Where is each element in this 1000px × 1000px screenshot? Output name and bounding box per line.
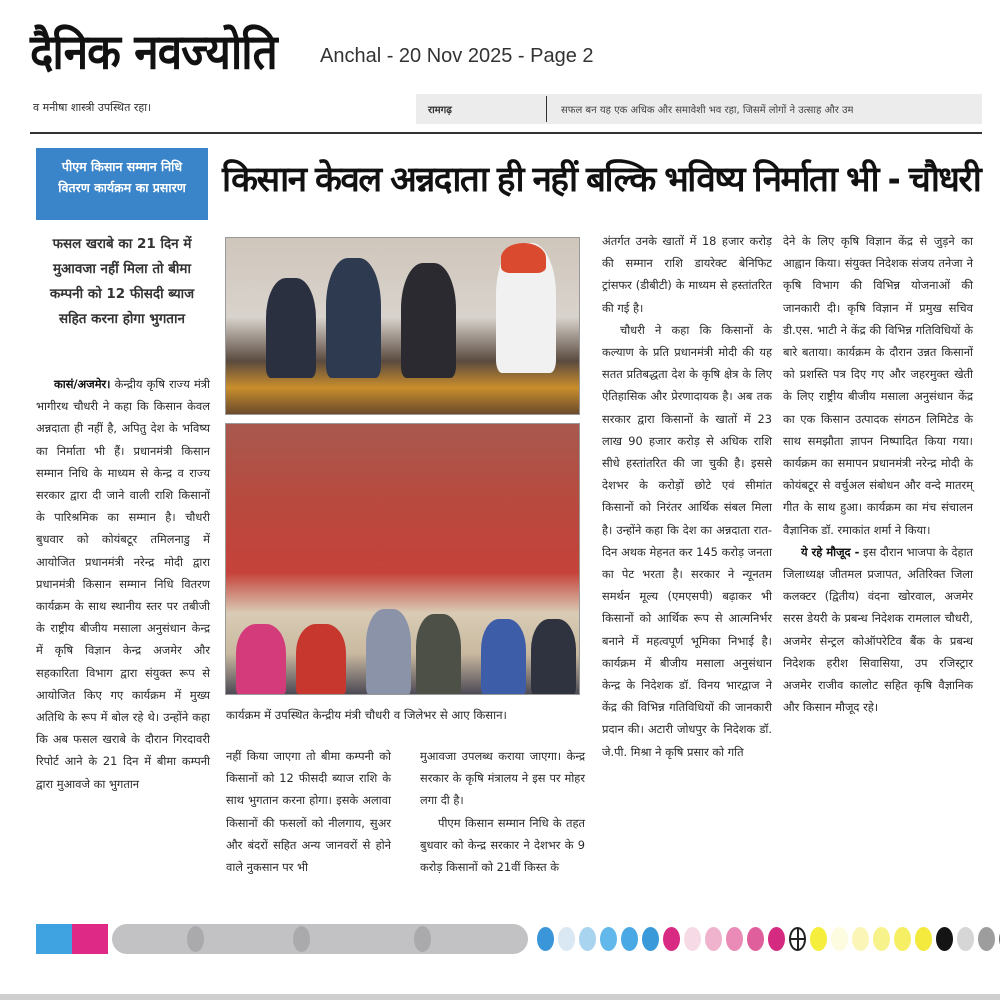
track-knob xyxy=(414,926,431,952)
registration-mark-icon xyxy=(789,927,806,951)
color-dot xyxy=(810,927,827,951)
print-density-track xyxy=(112,924,528,954)
color-dot xyxy=(600,927,617,951)
column-4-para-1: अंतर्गत उनके खातों में 18 हजार करोड़ की सम्मान राशि डायरेक्ट बेनिफिट ट्रांसफर (डीबीटी) के माध्यम से हस्तांतरित की गई है। xyxy=(602,234,772,315)
color-dot xyxy=(663,927,680,951)
color-dot xyxy=(894,927,911,951)
column-4-para-2: चौधरी ने कहा कि किसानों के कल्याण के प्रति प्रधानमंत्री मोदी की यह सतत प्रतिबद्धता देश के कृषि क्षेत्र के लिए ऐतिहासिक और प्रेरणादायक है। अब तक सरकार द्वारा किसानों के खातों में 23 लाख 90 हजार करोड़ से अधिक राशि सीधे हस्तांतरित की जा चुकी है। इससे देशभर के करोड़ों छोटे एवं सीमांत किसानों को निरंतर आर्थिक संबल मिला है। उन्होंने कहा कि देश का अन्नदाता रात-दिन अथक मेहनत कर 145 करोड़ जनता का पेट भरता है। सरकार ने न्यूनतम समर्थन मूल्य (एमएसपी) बढ़ाकर भी किसानों को आर्थिक रूप से आत्मनिर्भर बनाने में महत्वपूर्ण भूमिका निभाई है। कार्यक्रम में बीजीय मसाला अनुसंधान केन्द्र के निदेशक डॉ. विनय भारद्वाज ने केंद्र की विभिन्न गतिविधियों की जानकारी प्रदान की। अटारी जोधपुर के निदेशक डॉ. जे.पी. मिश्रा ने कृषि प्रसार को गति xyxy=(602,322,772,759)
color-dot xyxy=(915,927,932,951)
article-headline: किसान केवल अन्नदाता ही नहीं बल्कि भविष्य निर्माता भी - चौधरी xyxy=(222,160,981,200)
photo-dignitaries-on-stage xyxy=(225,237,580,415)
photo-caption: कार्यक्रम में उपस्थित केन्द्रीय मंत्री चौधरी व जिलेभर से आए किसान। xyxy=(226,708,507,722)
color-dot xyxy=(579,927,596,951)
color-dot xyxy=(726,927,743,951)
column-3-para-1: मुआवजा उपलब्ध कराया जाएगा। केन्द्र सरकार के कृषि मंत्रालय ने इस पर मोहर लगा दी है। xyxy=(420,749,585,808)
color-dot xyxy=(705,927,722,951)
column-5-para-2: इस दौरान भाजपा के देहात जिलाध्यक्ष जीतमल प्रजापत, अतिरिक्त जिला कलक्टर (द्वितीय) वंदना खोरवाल, अजमेर सरस डेयरी के प्रबन्ध निदेशक रामलाल चौधरी, अजमेर सेन्ट्रल कोऑपरेटिव बैंक के प्रबन्ध निदेशक हरीश सिवासिया, उप रजिस्ट्रार अजमेर राजीव कालोट सहित कृषि वैज्ञानिक और किसान मौजूद रहे। xyxy=(783,544,974,715)
color-dot xyxy=(684,927,701,951)
header-rule xyxy=(30,132,982,134)
color-dot xyxy=(621,927,638,951)
color-dot xyxy=(642,927,659,951)
edition-line: Anchal - 20 Nov 2025 - Page 2 xyxy=(320,45,594,67)
color-dot xyxy=(936,927,953,951)
column-3-para-2: पीएम किसान सम्मान निधि के तहत बुधवार को केन्द्र सरकार ने देशभर के 9 करोड़ किसानों को 21वीं किस्त के xyxy=(420,815,585,875)
column-5-para-1: देने के लिए कृषि विज्ञान केंद्र से जुड़ने का आह्वान किया। संयुक्त निदेशक संजय तनेजा ने कृषि विभाग की विभिन्न योजनाओं की जानकारी दी। कृषि विज्ञान में प्रमुख सचिव डी.एस. भाटी ने केंद्र की विभिन्न गतिविधियों के बारे बताया। कार्यक्रम के दौरान उन्नत किसानों को प्रशस्ति पत्र दिए गए और जहरमुक्त खेती के लिए राष्ट्रीय बीजीय मसाला अनुसंधान केंद्र का एक किसान उत्पादक संगठन लिमिटेड के साथ समझौता ज्ञापन निष्पादित किया गया। कार्यक्रम का समापन प्रधानमंत्री नरेन्द्र मोदी के कोयंबटूर से वर्चुअल संबोधन और वन्दे मातरम् गीत के साथ हुआ। कार्यक्रम का मंच संचालन वैज्ञानिक डॉ. रमाकांत शर्मा ने किया। xyxy=(783,234,973,537)
tag-line-1: पीएम किसान सम्मान निधि xyxy=(61,159,183,174)
strip-right-text: सफल बन यह एक अधिक और समावेशी भव रहा, जिसमें लोगों ने उत्साह और उम xyxy=(561,105,854,116)
magenta-swatch xyxy=(72,924,108,954)
column-2-text: नहीं किया जाएगा तो बीमा कम्पनी को किसानों को 12 फीसदी ब्याज राशि के साथ भुगतान करना होगा। इसके अलावा किसानों की फसलों को नीलगाय, सुअर और बंदरों सहित अन्य जानवरों से होने वाले नुकसान पर भी xyxy=(226,749,391,875)
cyan-swatch xyxy=(36,924,72,954)
article-column-5 xyxy=(783,230,973,718)
article-column-3 xyxy=(420,745,585,878)
color-dot xyxy=(957,927,974,951)
color-dot xyxy=(852,927,869,951)
print-color-dots xyxy=(537,927,1000,951)
track-knob xyxy=(187,926,204,952)
photo-farmers-audience xyxy=(225,423,580,695)
color-dot xyxy=(978,927,995,951)
newspaper-logo: दैनिक नवज्योति xyxy=(30,24,277,81)
strip-left-text: रामगढ़ xyxy=(428,105,452,116)
bottom-rule xyxy=(0,994,1000,1000)
column-1-text: केन्द्रीय कृषि राज्य मंत्री भागीरथ चौधरी ने कहा कि किसान केवल अन्नदाता ही नहीं है, अपितु देश के भविष्य का निर्माता भी हैं। प्रधानमंत्री किसान सम्मान निधि के माध्यम से केन्द्र व राज्य सरकार द्वारा दी जाने वाली राशि किसानों के पारिश्रमिक का सम्मान है। चौधरी बुधवार को कोयंबटूर तमिलनाडु में आयोजित प्रधानमंत्री नरेन्द्र मोदी द्वारा प्रधानमंत्री किसान सम्मान निधि वितरण कार्यक्रम के साथ स्थानीय स्तर पर तबीजी के राष्ट्रीय बीजीय मसाला अनुसंधान केन्द्र में कृषि विज्ञान केन्द्र अजमेर और सहकारिता विभाग द्वारा संयुक्त रूप से आयोजित किए गए कार्यक्रम में मुख्य अतिथि के रूप में बोल रहे थे। उन्होंने कहा कि अब फसल खराबे के दौरान गिरदावरी रिपोर्ट आने के 21 दिन में बीमा कम्पनी द्वारा मुआवजे का भुगतान xyxy=(36,377,210,791)
track-knob xyxy=(293,926,310,952)
masthead xyxy=(30,10,277,90)
color-dot xyxy=(558,927,575,951)
print-color-squares xyxy=(36,924,108,954)
previous-article-strip xyxy=(416,94,982,124)
dateline: कासं/अजमेर। xyxy=(54,377,111,391)
tag-line-2: वितरण कार्यक्रम का प्रसारण xyxy=(58,180,186,195)
color-dot xyxy=(537,927,554,951)
previous-article-line: व मनीषा शास्त्री उपस्थित रहा। xyxy=(33,101,152,114)
color-dot xyxy=(831,927,848,951)
strip-divider xyxy=(546,96,547,122)
section-tag xyxy=(36,148,208,220)
article-column-1 xyxy=(36,373,210,795)
color-dot xyxy=(768,927,785,951)
present-subhead: ये रहे मौजूद - xyxy=(801,544,860,559)
article-column-4 xyxy=(602,230,772,763)
article-deck: फसल खराबे का 21 दिन में मुआवजा नहीं मिला तो बीमा कम्पनी को 12 फीसदी ब्याज सहित करना होगा भुगतान xyxy=(49,236,195,327)
article-column-2 xyxy=(226,745,391,878)
color-dot xyxy=(873,927,890,951)
color-dot xyxy=(747,927,764,951)
